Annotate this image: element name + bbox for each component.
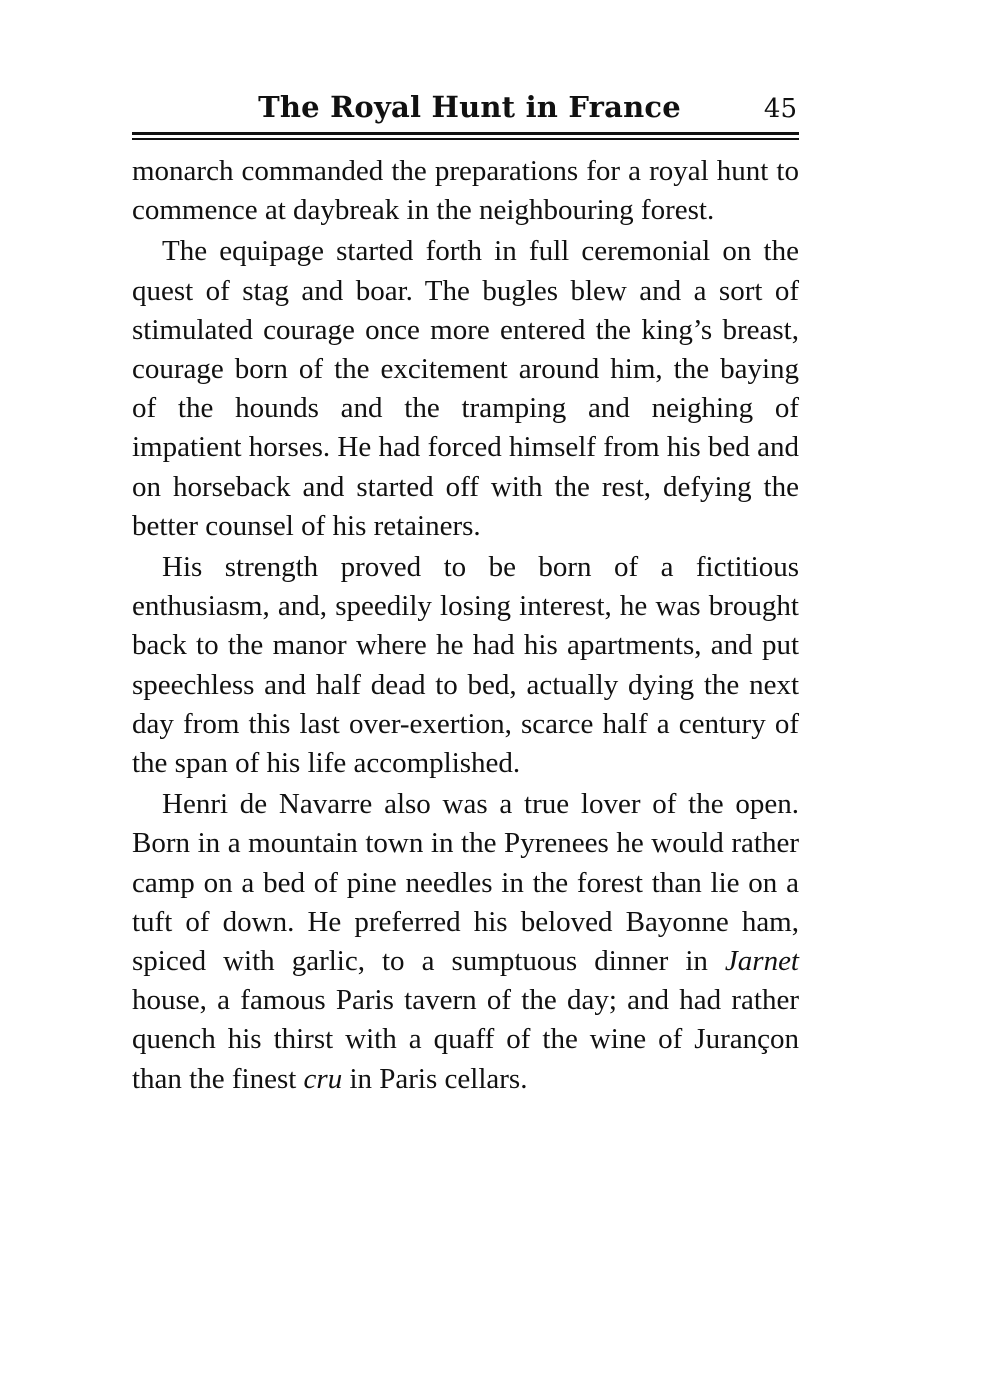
paragraph-strength: His strength proved to be born of a fictitious enthusiasm, and, speedily losing interest, he was brought back to the manor where he had his apartments, and put speechless and half dead to bed, actually dying the next day from this last over-exertion, scarce half a century of the span of his life accomplished. — [132, 551, 799, 780]
body-text — [132, 152, 799, 1099]
running-title: The Royal Hunt in France — [258, 90, 681, 124]
paragraph-equipage: The equipage started forth in full ceremonial on the quest of stag and boar. The bugles blew and a sort of stimulated courage once more entered the king’s breast, courage born of the excitement around him, the baying of the hounds and the tramping and neighing of impatient horses. He had forced himself from his bed and on horseback and started off with the rest, defying the better counsel of his retainers. — [132, 235, 799, 542]
running-header — [132, 88, 799, 132]
paragraph-continued: monarch commanded the preparations for a royal hunt to commence at daybreak in the neighbouring forest. — [132, 155, 799, 227]
page-number: 45 — [763, 94, 797, 124]
paragraph-henri-de-navarre — [132, 785, 799, 1099]
italic-jarnet: Jarnet — [724, 945, 799, 978]
italic-cru: cru — [303, 1062, 343, 1095]
book-page — [132, 88, 799, 1099]
text-segment: house, a famous Paris tavern of the day; and had rather quench his thirst with a quaff of the wine of Jurançon than the finest — [132, 984, 799, 1095]
text-segment: in Paris cellars. — [342, 1062, 528, 1095]
header-double-rule — [132, 132, 799, 140]
text-segment: Henri de Navarre also was a true lover of the open. Born in a mountain town in the Pyrenees he would rather camp on a bed of pine needles in the forest than lie on a tuft of down. He preferred his beloved Bayonne ham, spiced with garlic, to a sumptuous dinner in — [132, 788, 799, 978]
